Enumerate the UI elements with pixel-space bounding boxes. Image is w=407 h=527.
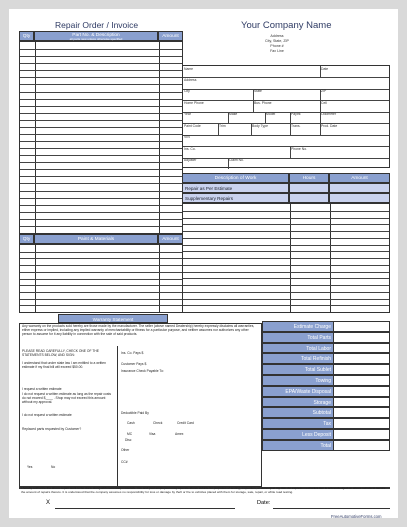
total-label: Subtotal — [263, 408, 333, 417]
insurance-check-payable[interactable]: Insurance Check Payable To: — [121, 369, 164, 373]
total-value-field[interactable] — [333, 322, 389, 331]
labor-hours-header: Hours — [289, 173, 329, 183]
customer-pays[interactable]: Customer Pays $ — [121, 362, 147, 366]
repair-estimate-row[interactable]: Repair as Per Estimate — [182, 183, 289, 193]
replaced-no[interactable]: No — [51, 465, 56, 469]
field-label-state[interactable]: State — [254, 89, 262, 94]
total-value-field[interactable] — [333, 344, 389, 353]
grid-row-line — [20, 106, 182, 107]
field-label-name[interactable]: Name — [184, 66, 194, 71]
grid-row-line — [20, 155, 182, 156]
parts-description-label: Part No. & Description — [72, 33, 120, 38]
customer-vehicle-info[interactable] — [182, 65, 390, 168]
total-value-field[interactable] — [333, 408, 389, 417]
deductible-paid-by: Deductible Paid By — [121, 411, 149, 415]
warranty-statement-title: Warranty Statement — [58, 314, 168, 323]
grid-row-line — [20, 265, 182, 266]
amex-option[interactable]: Amex — [175, 432, 184, 436]
grid-row-line — [183, 278, 389, 279]
field-label-paytrk[interactable]: Paytrk — [291, 112, 301, 117]
grid-row-line — [20, 305, 182, 306]
total-row — [262, 343, 390, 354]
grid-row-line — [20, 299, 182, 300]
grid-row-line — [20, 99, 182, 100]
field-label-claim-no[interactable]: Claim No. — [229, 158, 244, 163]
total-value-field[interactable] — [333, 387, 389, 396]
parts-grid[interactable] — [19, 41, 183, 234]
grid-row-line — [183, 245, 389, 246]
grid-row-line — [20, 212, 182, 213]
grid-row-line — [20, 49, 182, 50]
disc-option[interactable]: Disc — [125, 438, 132, 442]
grid-row-line — [20, 198, 182, 199]
grid-row-line — [183, 299, 389, 300]
grid-row-line — [20, 292, 182, 293]
parts-amount-header: Amount — [158, 31, 183, 41]
info-col-line — [253, 89, 254, 100]
grid-row-line — [20, 77, 182, 78]
info-col-line — [320, 112, 321, 123]
footer-url: FreeAutomotiveForms.com — [331, 514, 382, 519]
grid-row-line — [20, 226, 182, 227]
total-label: Total Parts — [263, 333, 333, 342]
ins-co-pays[interactable]: Ins. Co. Pays $ — [121, 351, 144, 355]
info-col-line — [228, 158, 229, 169]
estimate-hours-cell[interactable] — [289, 183, 329, 193]
total-value-field[interactable] — [333, 441, 389, 450]
labor-grid[interactable] — [182, 203, 390, 313]
field-label-vin[interactable]: VIN — [184, 135, 190, 140]
field-label-odometer[interactable]: Odometer — [321, 112, 337, 117]
info-col-line — [228, 112, 229, 123]
read-carefully-text: PLEASE READ CAREFULLY, CHECK ONE OF THE STATEMENTS BELOW, AND SIGN: — [22, 349, 99, 358]
total-label: Towing — [263, 376, 333, 385]
total-value-field[interactable] — [333, 365, 389, 374]
grid-row-line — [183, 265, 389, 266]
grid-row-line — [20, 113, 182, 114]
company-name: Your Company Name — [241, 20, 332, 31]
company-address: Address — [270, 34, 284, 38]
field-label-city[interactable]: City — [184, 89, 190, 94]
info-row-line — [183, 158, 389, 159]
grid-row-line — [20, 258, 182, 259]
total-label: Total Labor — [263, 344, 333, 353]
other-option[interactable]: Other — [121, 448, 130, 452]
replaced-yes[interactable]: Yes — [27, 465, 33, 469]
visa-option[interactable]: Visa — [149, 432, 156, 436]
authorization-text: I hereby authorize the above repair work to be done along with necessary materials. You and your employees may operate above vehicle for purposes of testing, inspection, or delivery at my risk. An express mechanics lien is acknowledged on above vehicle to secure the amount of repairs thereto. It is understood that the company assumes no responsibility for loss or damage by theft or fire to vehicles placed with them for storage, sale, repair, or while road testing. — [21, 486, 386, 494]
total-row — [262, 332, 390, 343]
total-label: Total — [263, 441, 333, 450]
warranty-text: Any warranty on the products sold hereby are those made by the manufacturer. The seller (above named Dealership) hereby expressly disclaims all warranties, either express or implied, including any implied warranty of merchantability or fitness for a particular purpose, and neither assumes nor authorizes any other person to assume for it any liability in connection with the sale of said products. — [22, 324, 255, 337]
total-label: Storage — [263, 398, 333, 407]
grid-row-line — [20, 70, 182, 71]
field-label-year[interactable]: Year — [184, 112, 191, 117]
total-row — [262, 386, 390, 397]
mc-option[interactable]: MC — [127, 432, 133, 436]
warranty-box — [19, 323, 262, 487]
info-col-line — [320, 123, 321, 134]
info-col-line — [320, 89, 321, 100]
field-label-prod-date[interactable]: Prod. Date — [321, 123, 338, 128]
grid-row-line — [20, 134, 182, 135]
field-label-ins-co[interactable]: Ins. Co. — [184, 146, 196, 151]
paint-amount-header: Amount — [158, 234, 183, 244]
info-col-line — [251, 123, 252, 134]
grid-row-line — [183, 224, 389, 225]
total-row — [262, 407, 390, 418]
info-row-line — [183, 123, 389, 124]
info-row-line — [183, 146, 389, 147]
info-col-line — [253, 100, 254, 111]
field-label-zip[interactable]: ZIP — [321, 89, 327, 94]
field-label-date[interactable]: Date — [321, 66, 329, 71]
field-label-model[interactable]: Model — [266, 112, 276, 117]
info-col-line — [290, 112, 291, 123]
grid-row-line — [20, 285, 182, 286]
estimate-entitlement-text: I understand that under state law I am entitled to a written estimate if my final bill will exceed $50.00. — [22, 361, 106, 370]
credit-card-option[interactable]: Credit Card — [177, 421, 194, 425]
grid-row-line — [20, 205, 182, 206]
grid-row-line — [183, 238, 389, 239]
info-row-line — [183, 77, 389, 78]
grid-row-line — [20, 219, 182, 220]
field-label-trim[interactable]: Trim — [219, 123, 226, 128]
field-label-home-phone[interactable]: Home Phone — [184, 100, 204, 105]
info-col-line — [320, 100, 321, 111]
total-label: Less Deposit — [263, 430, 333, 439]
total-row — [262, 375, 390, 386]
total-value-field[interactable] — [333, 354, 389, 363]
info-col-line — [265, 112, 266, 123]
total-row — [262, 353, 390, 364]
total-value-field[interactable] — [333, 430, 389, 439]
supplementary-hours-cell[interactable] — [289, 193, 329, 203]
supplementary-amount-cell[interactable] — [329, 193, 390, 203]
info-row-line — [183, 89, 389, 90]
warranty-divider — [117, 346, 118, 487]
labor-description-header: Description of Work — [182, 173, 289, 183]
grid-row-line — [20, 120, 182, 121]
company-city: City, State, ZIP — [265, 39, 289, 43]
grid-row-line — [20, 191, 182, 192]
date-label: Date: — [257, 500, 271, 506]
grid-row-line — [183, 251, 389, 252]
repair-order-form — [9, 9, 398, 518]
field-label-address[interactable]: Address — [184, 77, 197, 82]
field-label-paint-code[interactable]: Paint Code — [184, 123, 201, 128]
info-row-line — [183, 112, 389, 113]
grid-row-line — [20, 84, 182, 85]
grid-row-line — [183, 272, 389, 273]
paint-grid[interactable] — [19, 244, 183, 313]
total-label: Estimate Charge — [263, 322, 333, 331]
grid-row-line — [20, 127, 182, 128]
field-label-trans[interactable]: Trans. — [291, 123, 301, 128]
parts-qty-header: Qty — [19, 31, 34, 41]
signature-x: X — [46, 500, 51, 506]
total-value-field[interactable] — [333, 333, 389, 342]
replaced-parts-text: Replaced parts requested by Customer? — [22, 427, 82, 431]
info-col-line — [290, 146, 291, 157]
signature-line[interactable] — [55, 508, 235, 509]
info-col-line — [320, 66, 321, 77]
credit-card-number[interactable]: CC# — [121, 460, 128, 464]
field-label-adjuster[interactable]: Adjuster — [184, 158, 197, 163]
company-phone: Phone # — [270, 44, 284, 48]
grid-row-line — [20, 272, 182, 273]
request-estimate-option[interactable]: I request a written estimate — [22, 387, 62, 391]
paint-qty-header: Qty — [19, 234, 34, 244]
grid-row-line — [20, 92, 182, 93]
grid-row-line — [20, 176, 182, 177]
labor-amount-header: Amount — [329, 173, 390, 183]
grid-row-line — [20, 148, 182, 149]
no-estimate-option[interactable]: I do not request a written estimate — [22, 413, 72, 417]
grid-row-line — [20, 63, 182, 64]
grid-row-line — [183, 285, 389, 286]
info-row-line — [183, 135, 389, 136]
estimate-amount-cell[interactable] — [329, 183, 390, 193]
total-label: Total Refinish — [263, 354, 333, 363]
field-label-bus-phone[interactable]: Bus. Phone — [254, 100, 272, 105]
total-row — [262, 440, 390, 451]
total-value-field[interactable] — [333, 376, 389, 385]
parts-description-sublabel: all parts new unless otherwise specified — [69, 37, 123, 41]
cash-option[interactable]: Cash — [127, 421, 135, 425]
total-row — [262, 321, 390, 332]
grid-row-line — [183, 305, 389, 306]
grid-row-line — [20, 183, 182, 184]
info-row-line — [183, 100, 389, 101]
total-row — [262, 418, 390, 429]
grid-row-line — [183, 211, 389, 212]
grid-row-line — [20, 169, 182, 170]
grid-row-line — [20, 162, 182, 163]
info-col-line — [218, 123, 219, 134]
grid-row-line — [183, 258, 389, 259]
total-value-field[interactable] — [333, 419, 389, 428]
total-label: Tax — [263, 419, 333, 428]
check-option[interactable]: Check — [153, 421, 163, 425]
field-label-cell[interactable]: Cell — [321, 100, 327, 105]
parts-description-header — [34, 31, 158, 41]
supplementary-repairs-row[interactable]: Supplementary Repairs — [182, 193, 289, 203]
conditional-estimate-option[interactable]: I do not request a written estimate as long as the repair costs do not exceed $____ . Shop may not exceed this amount without my approval. — [22, 392, 112, 405]
form-title: Repair Order / Invoice — [55, 20, 139, 30]
grid-row-line — [183, 292, 389, 293]
field-label-body-type[interactable]: Body Type — [252, 123, 268, 128]
grid-row-line — [20, 141, 182, 142]
total-row — [262, 397, 390, 408]
grid-row-line — [20, 252, 182, 253]
total-label: Total Sublet — [263, 365, 333, 374]
total-value-field[interactable] — [333, 398, 389, 407]
field-label-make[interactable]: Make — [229, 112, 238, 117]
total-row — [262, 429, 390, 440]
total-label: EPA/Waste Disposal — [263, 387, 333, 396]
paint-materials-header: Paint & Materials — [34, 234, 158, 244]
grid-row-line — [20, 279, 182, 280]
grid-row-line — [20, 56, 182, 57]
date-line[interactable] — [273, 508, 390, 509]
company-fax: Fax Line — [270, 49, 284, 53]
field-label-phone-no[interactable]: Phone No. — [291, 146, 308, 151]
total-row — [262, 364, 390, 375]
info-col-line — [290, 123, 291, 134]
grid-row-line — [183, 218, 389, 219]
grid-row-line — [183, 231, 389, 232]
